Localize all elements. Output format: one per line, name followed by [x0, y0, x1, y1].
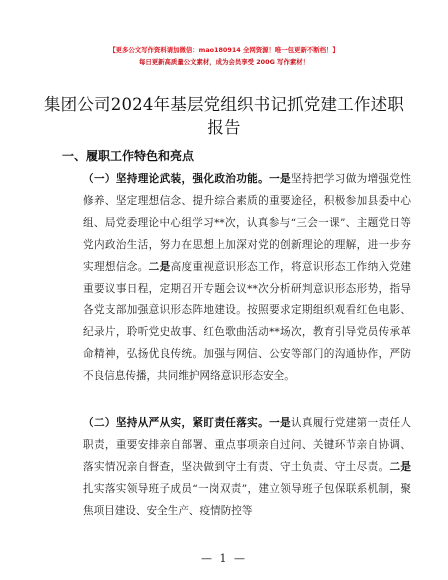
point-lead: 二是 — [389, 460, 412, 473]
point-lead: 一是 — [269, 417, 291, 429]
document-title: 集团公司2024年基层党组织书记抓党建工作述职报告 — [43, 95, 405, 137]
paragraph-heading: （二）坚持从严从实，紧盯责任落实。 — [83, 417, 270, 429]
page-number: — 1 — — [201, 552, 247, 565]
paragraph-text: 扎实落实领导班子成员“一岗双责”，建立领导班子包保联系机制，聚焦项目建设、安全生产、疫情防控等 — [83, 482, 411, 517]
paragraph-text: 高度重视意识形态工作，将意识形态工作纳入党建重要议事日程，定期召开专题会议**次分析研判意识形态形势，指导各党支部加强意识形态阵地建设。按照要求定期组织观看红色电影、纪录片，聆听党史故事、红色歌曲活动**场次，教育引导党员传承革命精神，弘扬优良传统。加强与网信、公安等部门的沟通协作，严防不良信息传播，共同维护网络意识形态安全。 — [83, 260, 412, 383]
section-heading: 一、履职工作特色和亮点 — [62, 149, 195, 163]
point-lead: 一是 — [269, 173, 291, 185]
promo-banner-line-2: 每日更新高质量公文素材，成为会员享受 200G 写作素材！ — [138, 58, 310, 66]
paragraph-heading: （一）坚持理论武装，强化政治功能。 — [83, 173, 270, 185]
paragraph-theory-study — [62, 169, 411, 388]
promo-banner-line-1: 【更多公文写作资料请加微信：mao180914 全网资源！唯一包更新不断档！】 — [109, 46, 339, 54]
point-lead: 二是 — [148, 260, 171, 273]
paragraph-text: 坚持把学习做为增强党性修养、坚定理想信念、提升综合素质的重要途径，积极参加县委中心组、局党委理论中心组学习**次，认真参与“三会一课”、主题党日等党内政治生活，努力在思想上加深对党的创新理论的理解，进一步夯实理想信念。 — [83, 173, 412, 273]
paragraph-responsibility — [62, 413, 411, 523]
paragraph-text: 认真履行党建第一责任人职责，重要安排亲自部署、重点事项亲自过问、关键环节亲自协调、落实情况亲自督查，坚决做到守土有责、守土负责、守土尽责。 — [83, 417, 412, 473]
